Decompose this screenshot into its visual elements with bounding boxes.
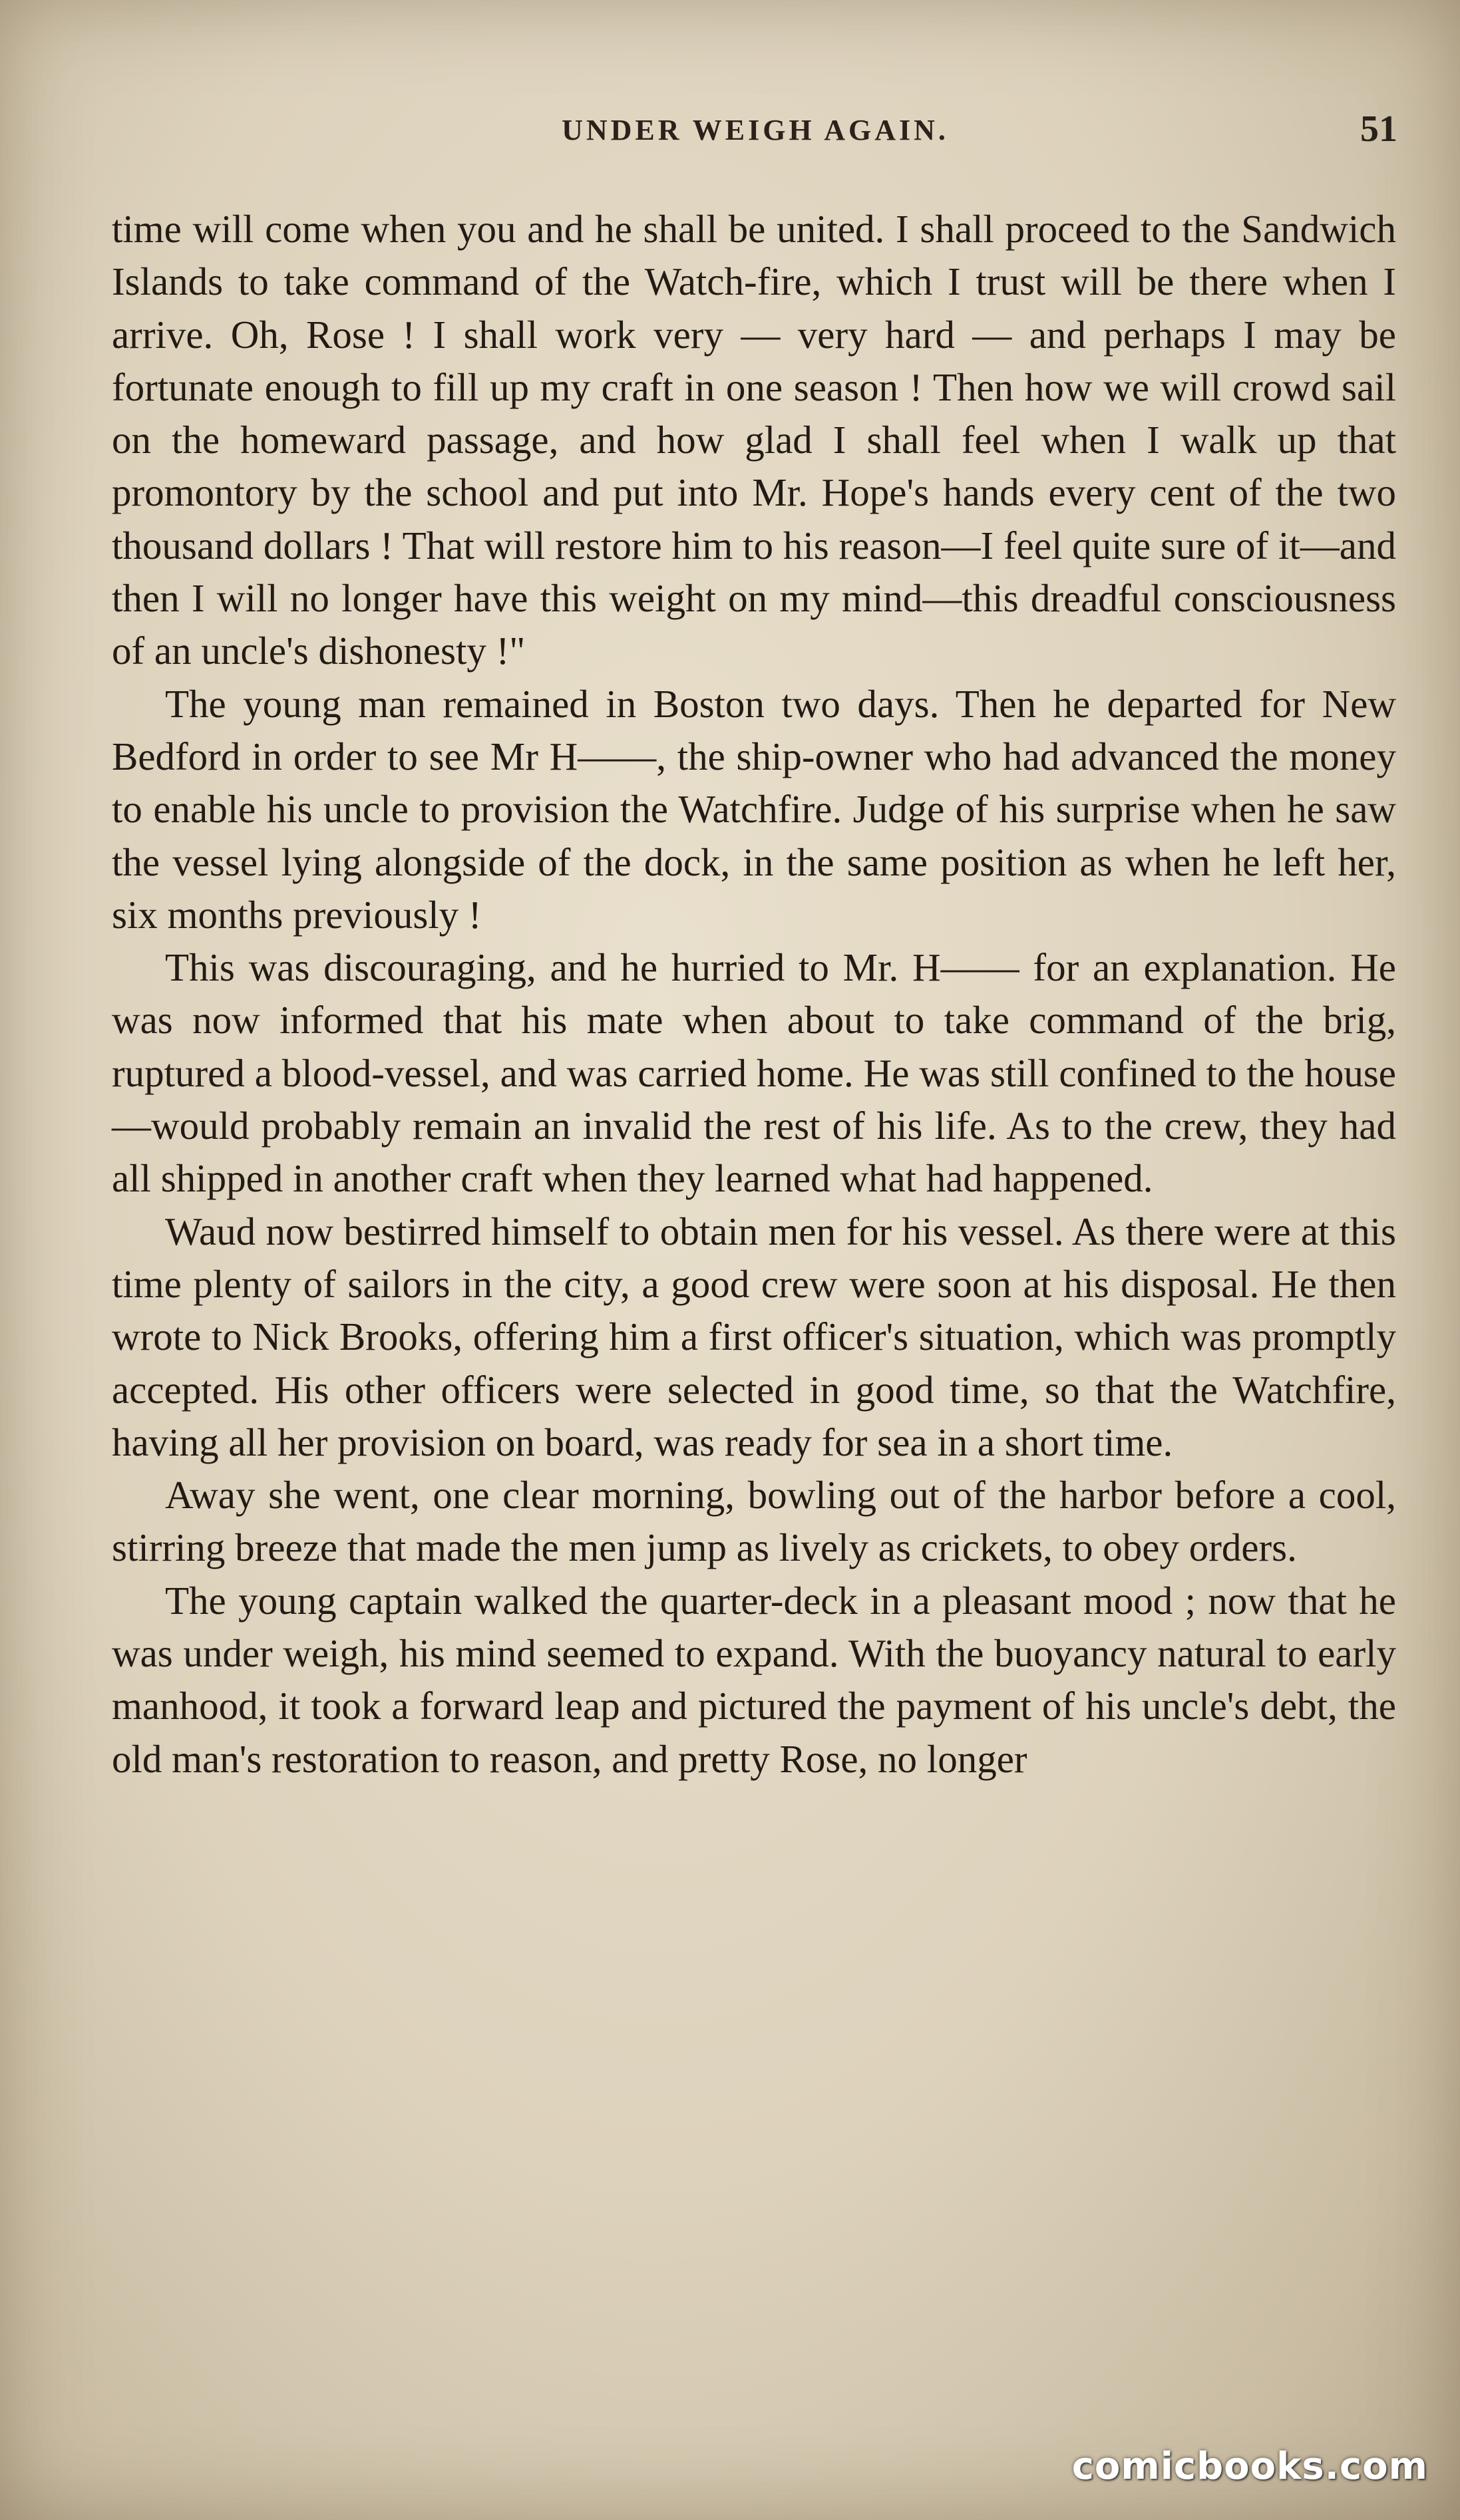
- paragraph-1: time will come when you and he shall be united. I shall proceed to the Sandwich Islands to take command of the Watch-fire, which I trust will be there when I arrive. Oh, Rose ! I shall work very — very hard — and perhaps I may be fortunate enough to fill up my craft in one season ! Then how we will crowd sail on the homeward passage, and how glad I shall feel when I walk up that promontory by the school and put into Mr. Hope's hands every cent of the two thousand dollars ! That will restore him to his reason—I feel quite sure of it—and then I will no longer have this weight on my mind—this dreadful consciousness of an uncle's dishonesty !": [112, 207, 1396, 673]
- paragraph-3: This was discouraging, and he hurried to Mr. H—— for an explanation. He was now informed that his mate when about to take command of the brig, ruptured a blood-vessel, and was carried home. He was still confined to the house—would probably remain an invalid the rest of his life. As to the crew, they had all shipped in another craft when they learned what had happened.: [112, 945, 1396, 1201]
- watermark: comicbooks.com: [1071, 2445, 1428, 2488]
- page-number: 51: [1360, 108, 1397, 150]
- paragraph-2: The young man remained in Boston two days. Then he departed for New Bedford in order to see Mr H——, the ship-owner who had advanced the money to enable his uncle to provision the Watchfire. Judge of his surprise when he saw the vessel lying alongside of the dock, in the same position as when he left her, six months previously !: [112, 681, 1396, 937]
- paragraph-4: Waud now bestirred himself to obtain men for his vessel. As there were at this time plenty of sailors in the city, a good crew were soon at his disposal. He then wrote to Nick Brooks, offering him a first officer's situation, which was promptly accepted. His other officers were selected in good time, so that the Watchfire, having all her provision on board, was ready for sea in a short time.: [112, 1209, 1396, 1464]
- running-title: UNDER WEIGH AGAIN.: [562, 114, 949, 146]
- paragraph-6: The young captain walked the quarter-deck in a pleasant mood ; now that he was under weigh, his mind seemed to expand. With the buoyancy natural to early manhood, it took a forward leap and pictured the payment of his uncle's debt, the old man's restoration to reason, and pretty Rose, no longer: [112, 1578, 1396, 1781]
- body-text: [112, 203, 1396, 1786]
- running-head: [113, 108, 1397, 160]
- paragraph-5: Away she went, one clear morning, bowling out of the harbor before a cool, stirring breeze that made the men jump as lively as crickets, to obey orders.: [112, 1473, 1396, 1570]
